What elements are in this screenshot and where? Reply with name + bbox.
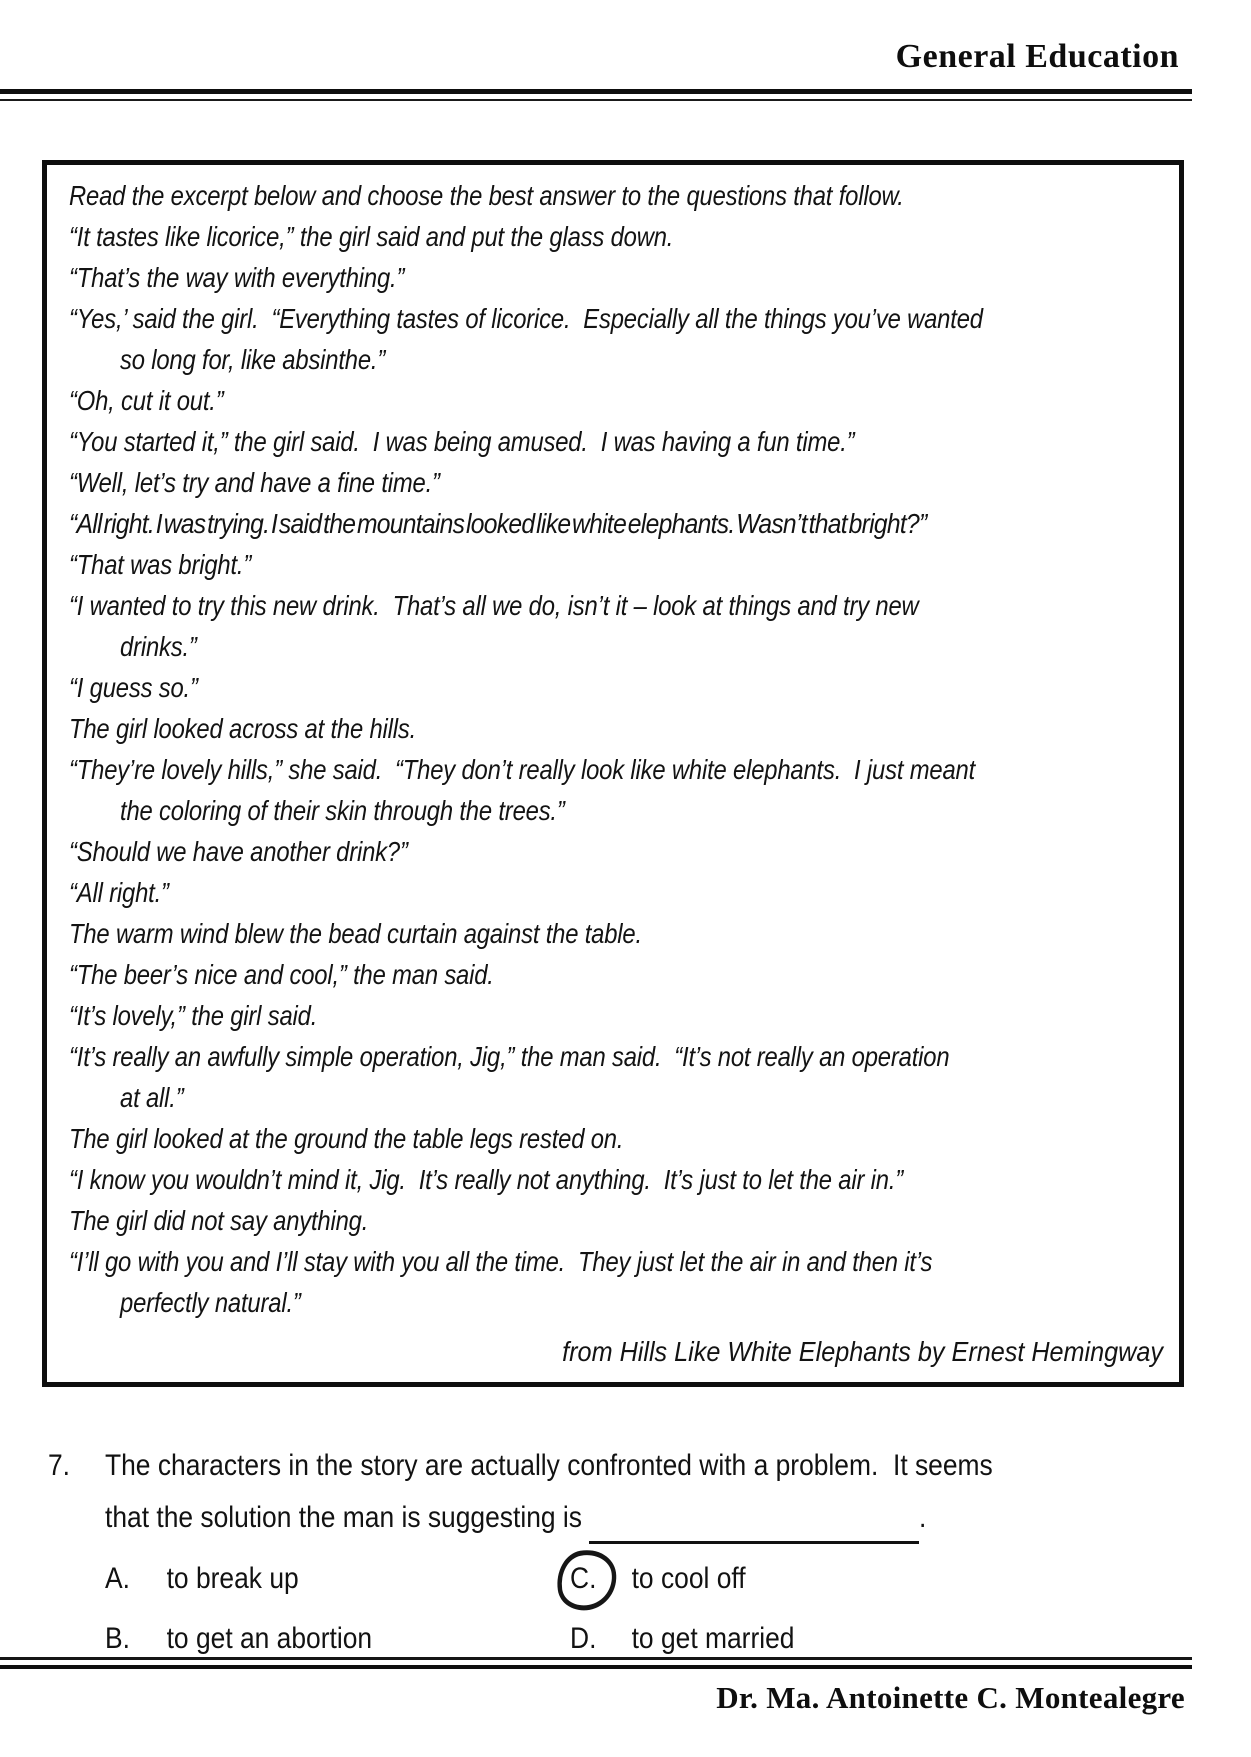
option-d xyxy=(570,1616,1131,1662)
excerpt-line: drinks.” xyxy=(120,631,197,662)
option-b xyxy=(105,1616,514,1662)
excerpt-line: “I guess so.” xyxy=(69,672,198,703)
answer-options xyxy=(105,1556,1208,1662)
footer-author: Dr. Ma. Antoinette C. Montealegre xyxy=(716,1680,1185,1715)
excerpt-line: “You started it,” the girl said. I was being amused. I was having a fun time.” xyxy=(69,426,855,457)
excerpt-line: perfectly natural.” xyxy=(120,1287,301,1318)
footer-rule-thick xyxy=(0,1665,1192,1669)
option-d-label: to get married xyxy=(631,1622,795,1655)
question-period: . xyxy=(919,1501,927,1534)
excerpt-instruction: Read the excerpt below and choose the best answer to the questions that follow. xyxy=(69,180,904,211)
question-text-line2-text: that the solution the man is suggesting is xyxy=(105,1501,582,1534)
answer-circle xyxy=(553,1545,620,1615)
option-a-letter: A. xyxy=(105,1562,130,1595)
excerpt-line: “Yes,’ said the girl. “Everything tastes of licorice. Especially all the things you’ve wanted xyxy=(69,303,983,334)
excerpt-line: “It’s lovely,” the girl said. xyxy=(69,1000,318,1031)
option-c xyxy=(570,1556,1131,1602)
question-7 xyxy=(48,1440,1208,1662)
question-text-line2 xyxy=(105,1492,1076,1544)
excerpt-line: The girl did not say anything. xyxy=(69,1205,369,1236)
answer-blank-line xyxy=(589,1507,919,1544)
question-number: 7. xyxy=(48,1449,71,1482)
header-rule-thin xyxy=(0,99,1192,101)
excerpt-line: at all.” xyxy=(120,1082,184,1113)
option-a xyxy=(105,1556,514,1602)
option-c-letter-text: C. xyxy=(570,1562,597,1595)
excerpt-line: The girl looked at the ground the table legs rested on. xyxy=(69,1123,624,1154)
excerpt-line: “The beer’s nice and cool,” the man said. xyxy=(69,959,494,990)
header-rule-thick xyxy=(0,89,1192,94)
excerpt-line: The girl looked across at the hills. xyxy=(69,713,417,744)
option-c-label: to cool off xyxy=(631,1562,746,1595)
footer-rule-thin xyxy=(0,1657,1192,1660)
excerpt-line: “They’re lovely hills,” she said. “They don’t really look like white elephants. I just meant xyxy=(69,754,976,785)
question-text-line1: The characters in the story are actually confronted with a problem. It seems xyxy=(105,1449,993,1482)
excerpt-line: “I know you wouldn’t mind it, Jig. It’s really not anything. It’s just to let the air in.” xyxy=(69,1164,904,1195)
excerpt-line: “Should we have another drink?” xyxy=(69,836,408,867)
page-title: General Education xyxy=(895,38,1179,75)
excerpt-line: “It tastes like licorice,” the girl said and put the glass down. xyxy=(69,221,674,252)
option-d-letter: D. xyxy=(570,1622,597,1655)
excerpt-line: “That was bright.” xyxy=(69,549,252,580)
option-b-label: to get an abortion xyxy=(166,1622,373,1655)
excerpt-attribution: from Hills Like White Elephants by Ernest Hemingway xyxy=(562,1336,1163,1367)
excerpt-line: “Oh, cut it out.” xyxy=(69,385,224,416)
excerpt-line: so long for, like absinthe.” xyxy=(120,344,386,375)
excerpt-line: the coloring of their skin through the trees.” xyxy=(120,795,565,826)
excerpt-box xyxy=(42,160,1184,1387)
excerpt-line: “It’s really an awfully simple operation, Jig,” the man said. “It’s not really an operation xyxy=(69,1041,950,1072)
excerpt-line: “That’s the way with everything.” xyxy=(69,262,405,293)
excerpt-line: “I’ll go with you and I’ll stay with you all the time. They just let the air in and then it’s xyxy=(69,1246,933,1277)
option-a-label: to break up xyxy=(166,1562,299,1595)
excerpt-line: “I wanted to try this new drink. That’s all we do, isn’t it – look at things and try new xyxy=(69,590,919,621)
excerpt-line: “Well, let’s try and have a fine time.” xyxy=(69,467,440,498)
excerpt-line: “All right.” xyxy=(69,877,169,908)
option-b-letter: B. xyxy=(105,1622,130,1655)
excerpt-line: The warm wind blew the bead curtain against the table. xyxy=(69,918,642,949)
option-c-letter xyxy=(570,1556,632,1602)
excerpt-line: “All right. I was trying. I said the mountains looked like white elephants. Wasn’t that bright?” xyxy=(69,508,927,539)
